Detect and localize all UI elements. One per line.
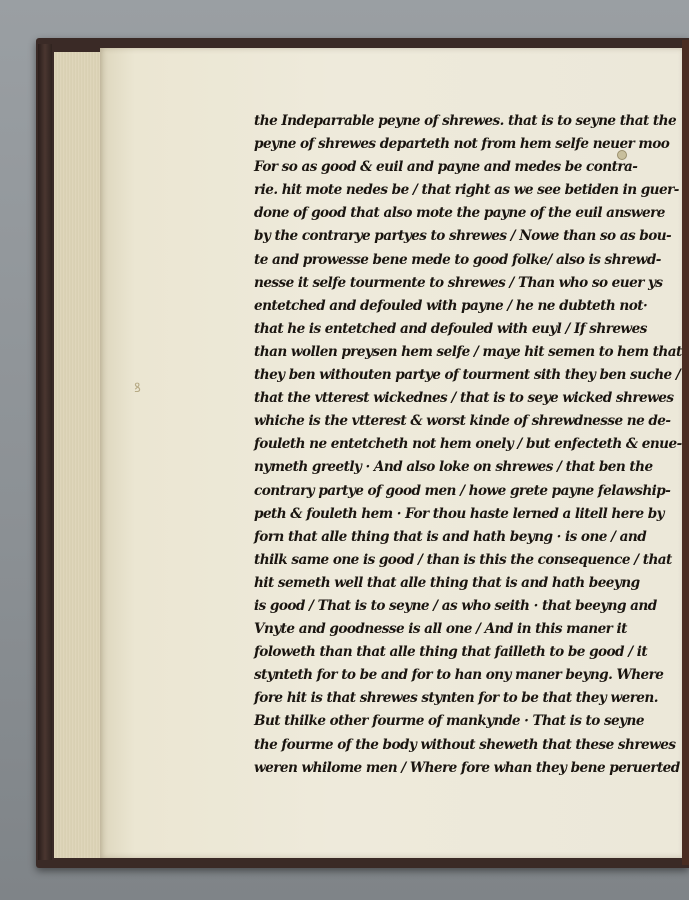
- text-line: than wollen preysen hem selfe / maye hit semen to hem that: [254, 343, 682, 360]
- ink-smudge: ꝸ: [134, 381, 141, 396]
- text-line: whiche is the vtterest & worst kinde of shrewdnesse ne de-: [254, 413, 671, 430]
- body-text: [254, 110, 682, 780]
- text-line: weren whilome men / Where fore whan they bene peruerted: [254, 759, 680, 776]
- text-line: they ben withouten partye of tourment sith they ben suche /: [254, 367, 681, 384]
- text-line: by the contrarye partyes to shrewes / Nowe than so as bou-: [254, 228, 672, 245]
- text-line: thilk same one is good / than is this the consequence / that: [254, 551, 672, 568]
- text-line: fouleth ne entetcheth not hem onely / but enfecteth & enue-: [254, 436, 682, 453]
- text-line: But thilke other fourme of mankynde · That is to seyne: [254, 713, 644, 730]
- text-line: contrary partye of good men / howe grete payne felawship-: [254, 482, 671, 499]
- text-line: For so as good & euil and payne and medes be contra-: [254, 159, 638, 176]
- text-line: nymeth greetly · And also loke on shrewes / that ben the: [254, 459, 653, 476]
- text-line: forn that alle thing that is and hath beyng · is one / and: [254, 528, 647, 545]
- text-line: te and prowesse bene mede to good folke/ also is shrewd-: [254, 251, 661, 268]
- text-line: nesse it selfe tourmente to shrewes / Than who so euer ys: [254, 274, 663, 291]
- text-line: foloweth than that alle thing that failleth to be good / it: [254, 644, 648, 661]
- spine-edge: [38, 44, 52, 860]
- text-line: fore hit is that shrewes stynten for to be that they weren.: [254, 690, 658, 707]
- text-line: entetched and defouled with payne / he ne dubteth not·: [254, 297, 648, 314]
- text-line: Vnyte and goodnesse is all one / And in this maner it: [254, 621, 627, 638]
- text-line: done of good that also mote the payne of the euil answere: [254, 205, 665, 222]
- text-line: peyne of shrewes departeth not from hem selfe neuer moo: [254, 136, 670, 153]
- text-line: that he is entetched and defouled with euyl / If shrewes: [254, 320, 647, 337]
- text-line: hit semeth well that alle thing that is and hath beeyng: [254, 574, 640, 591]
- cover-right-edge: [682, 40, 689, 865]
- text-line: peth & fouleth hem · For thou haste lerned a litell here by: [254, 505, 665, 522]
- text-line: the fourme of the body without sheweth that these shrewes: [254, 736, 676, 753]
- text-line: stynteth for to be and for to han ony maner beyng. Where: [254, 667, 664, 684]
- text-line: is good / That is to seyne / as who seith · that beeyng and: [254, 597, 657, 614]
- text-line: the Indeparrable peyne of shrewes. that is to seyne that the: [254, 113, 677, 129]
- text-line: rie. hit mote nedes be / that right as we see betiden in guer-: [254, 182, 679, 199]
- text-line: that the vtterest wickednes / that is to seye wicked shrewes: [254, 390, 674, 407]
